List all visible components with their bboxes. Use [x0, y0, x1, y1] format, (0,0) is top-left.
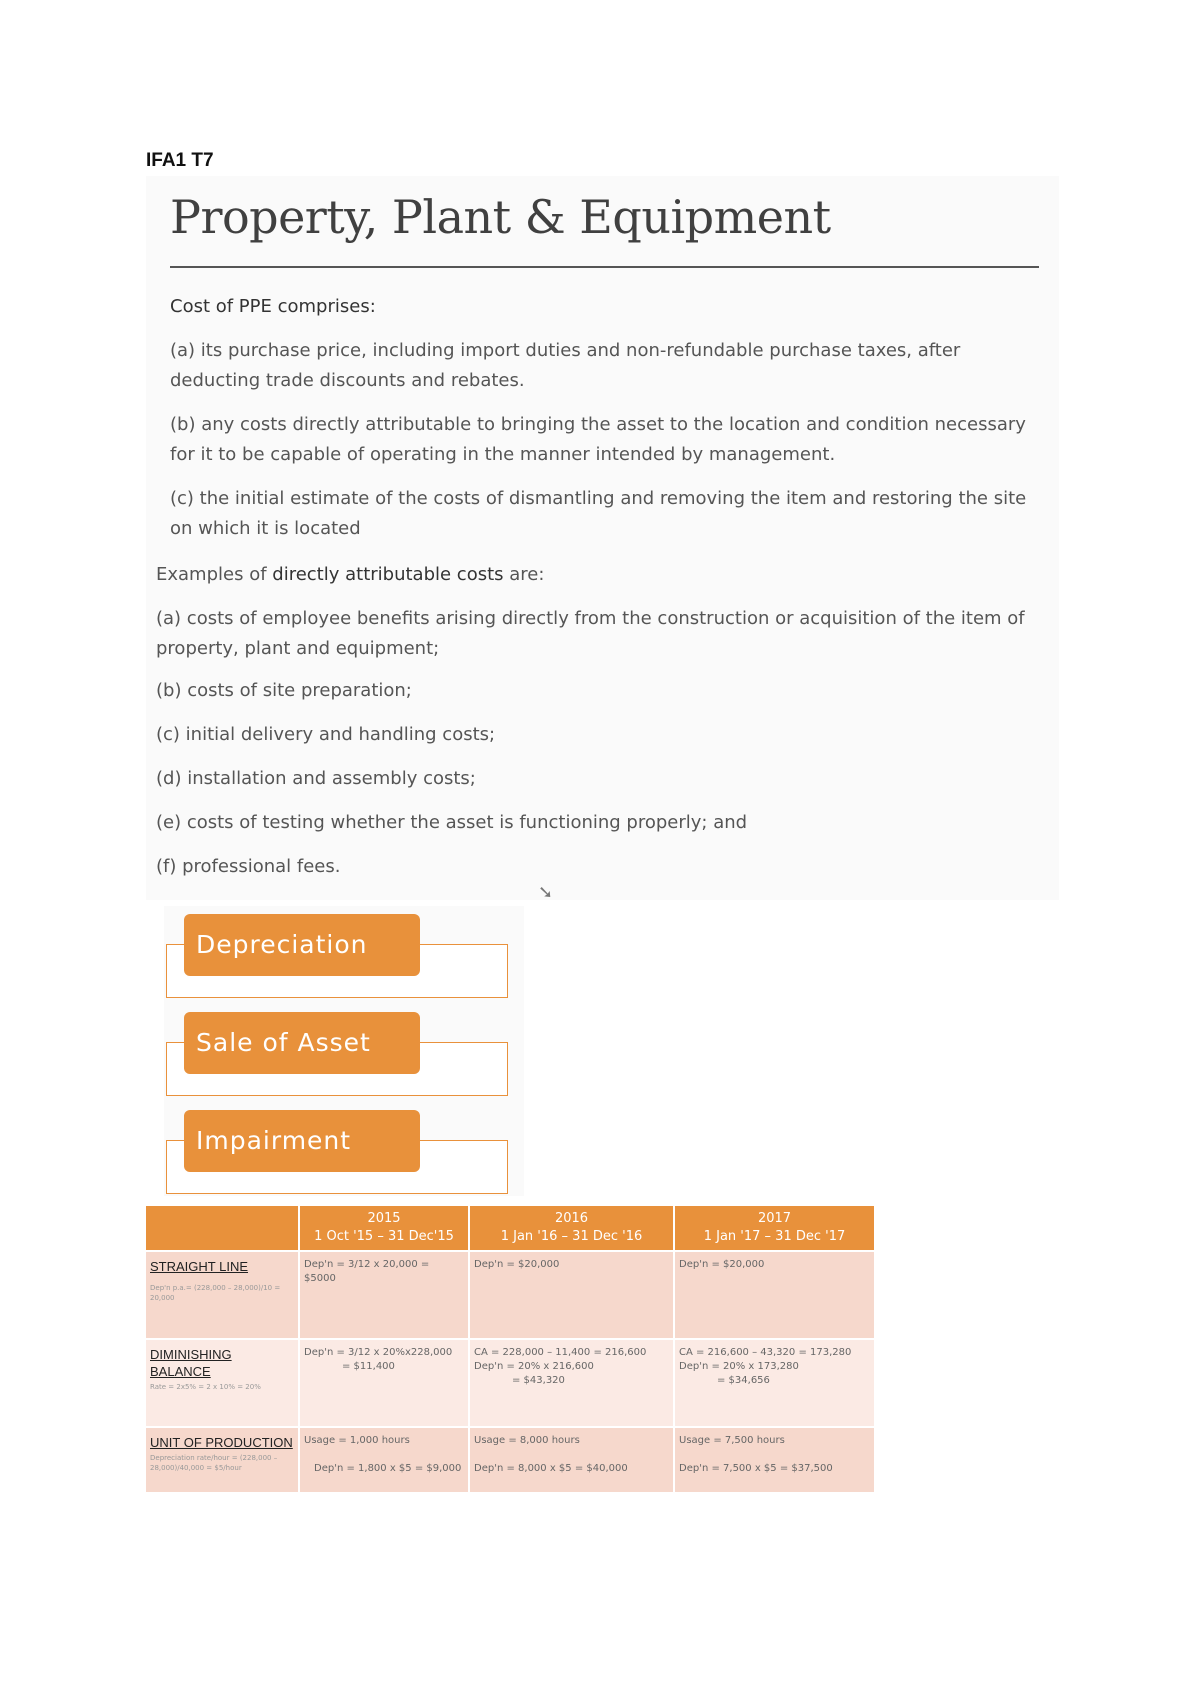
- depreciation-table: [146, 1206, 876, 1492]
- value-cell: [469, 1340, 674, 1426]
- header-year: 2016: [554, 1211, 589, 1226]
- cell-text: Dep'n = 8,000 x $5 = $40,000: [474, 1463, 628, 1474]
- value-cell: [674, 1252, 875, 1338]
- slide-title: Property, Plant & Equipment: [170, 190, 831, 244]
- cell-text: CA = 216,600 – 43,320 = 173,280: [679, 1347, 852, 1358]
- cell-text: = $43,320: [512, 1375, 565, 1386]
- cell-text: Usage = 7,500 hours: [679, 1435, 785, 1446]
- cell-text: Dep'n = 3/12 x 20%x228,000: [304, 1347, 453, 1358]
- table-header-row: [146, 1206, 875, 1250]
- cost-item-a: (a) its purchase price, including import duties and non‑refundable purchase taxes, after deducting trade discounts and rebates.: [170, 340, 961, 391]
- header-period: 1 Oct '15 – 31 Dec'15: [314, 1229, 454, 1244]
- value-cell: [299, 1340, 469, 1426]
- header-year: 2015: [367, 1211, 401, 1226]
- topic-depreciation: Depreciation: [184, 914, 420, 976]
- examples-intro: [156, 560, 1036, 590]
- example-e: (e) costs of testing whether the asset is functioning properly; and: [156, 812, 748, 833]
- pointer-icon: ➘: [538, 882, 554, 903]
- table-row: [146, 1428, 875, 1492]
- example-a: (a) costs of employee benefits arising directly from the construction or acquisition of the item of property, plant and equipment;: [156, 608, 1025, 659]
- cell-text: Dep'n = $20,000: [474, 1259, 560, 1270]
- method-label: STRAIGHT LINE: [150, 1259, 249, 1274]
- header-2017: [674, 1206, 875, 1250]
- example-c: (c) initial delivery and handling costs;: [156, 724, 496, 745]
- value-cell: [674, 1428, 875, 1492]
- value-cell: [469, 1428, 674, 1492]
- cell-text: Dep'n = 7,500 x $5 = $37,500: [679, 1463, 833, 1474]
- example-b: (b) costs of site preparation;: [156, 680, 412, 701]
- header-method: [146, 1206, 299, 1250]
- title-divider: [170, 266, 1039, 268]
- header-2015: [299, 1206, 469, 1250]
- method-cell: [146, 1252, 299, 1338]
- cell-text: Usage = 1,000 hours: [304, 1435, 410, 1446]
- examples-prefix: Examples of: [156, 564, 267, 585]
- value-cell: [299, 1252, 469, 1338]
- method-note: Dep'n p.a.= (228,000 – 28,000)/10 = 20,000: [150, 1284, 281, 1302]
- document-header: IFA1 T7: [146, 150, 214, 171]
- cell-text: CA = 228,000 – 11,400 = 216,600: [474, 1347, 647, 1358]
- example-d: (d) installation and assembly costs;: [156, 768, 476, 789]
- cell-text: Usage = 8,000 hours: [474, 1435, 580, 1446]
- header-2016: [469, 1206, 674, 1250]
- topic-list-diagram: [164, 906, 524, 1196]
- method-cell: [146, 1340, 299, 1426]
- example-f: (f) professional fees.: [156, 856, 341, 877]
- examples-strong: directly attributable costs: [272, 564, 504, 585]
- method-label: DIMINISHING BALANCE: [150, 1347, 232, 1379]
- cell-text: Dep'n = $20,000: [679, 1259, 765, 1270]
- method-note: Rate = 2x5% = 2 x 10% = 20%: [150, 1383, 261, 1391]
- cost-item-b: (b) any costs directly attributable to bringing the asset to the location and condition necessary for it to be capable of operating in the manner intended by management.: [170, 414, 1026, 465]
- examples-suffix: are:: [509, 564, 545, 585]
- cost-intro: Cost of PPE comprises:: [170, 296, 376, 317]
- cell-text: Dep'n = 1,800 x $5 = $9,000: [314, 1463, 462, 1474]
- method-note: Depreciation rate/hour = (228,000 – 28,000)/40,000 = $5/hour: [150, 1454, 278, 1472]
- table-row: [146, 1340, 875, 1426]
- table-row: [146, 1252, 875, 1338]
- cell-text: Dep'n = 3/12 x 20,000 = $5000: [304, 1259, 430, 1284]
- header-period: 1 Jan '17 – 31 Dec '17: [703, 1229, 846, 1244]
- value-cell: [299, 1428, 469, 1492]
- slide-ppe: [146, 176, 1059, 903]
- value-cell: [674, 1340, 875, 1426]
- method-label: UNIT OF PRODUCTION: [150, 1435, 293, 1450]
- cell-text: Dep'n = 20% x 173,280: [679, 1361, 799, 1372]
- cell-text: = $34,656: [717, 1375, 770, 1386]
- topic-sale-of-asset: Sale of Asset: [184, 1012, 420, 1074]
- header-period: 1 Jan '16 – 31 Dec '16: [500, 1229, 643, 1244]
- method-cell: [146, 1428, 299, 1492]
- header-year: 2017: [757, 1211, 792, 1226]
- cell-text: Dep'n = 20% x 216,600: [474, 1361, 594, 1372]
- topic-impairment: Impairment: [184, 1110, 420, 1172]
- cost-item-c: (c) the initial estimate of the costs of dismantling and removing the item and restoring the site on which it is located: [170, 488, 1027, 539]
- value-cell: [469, 1252, 674, 1338]
- cell-text: = $11,400: [342, 1361, 395, 1372]
